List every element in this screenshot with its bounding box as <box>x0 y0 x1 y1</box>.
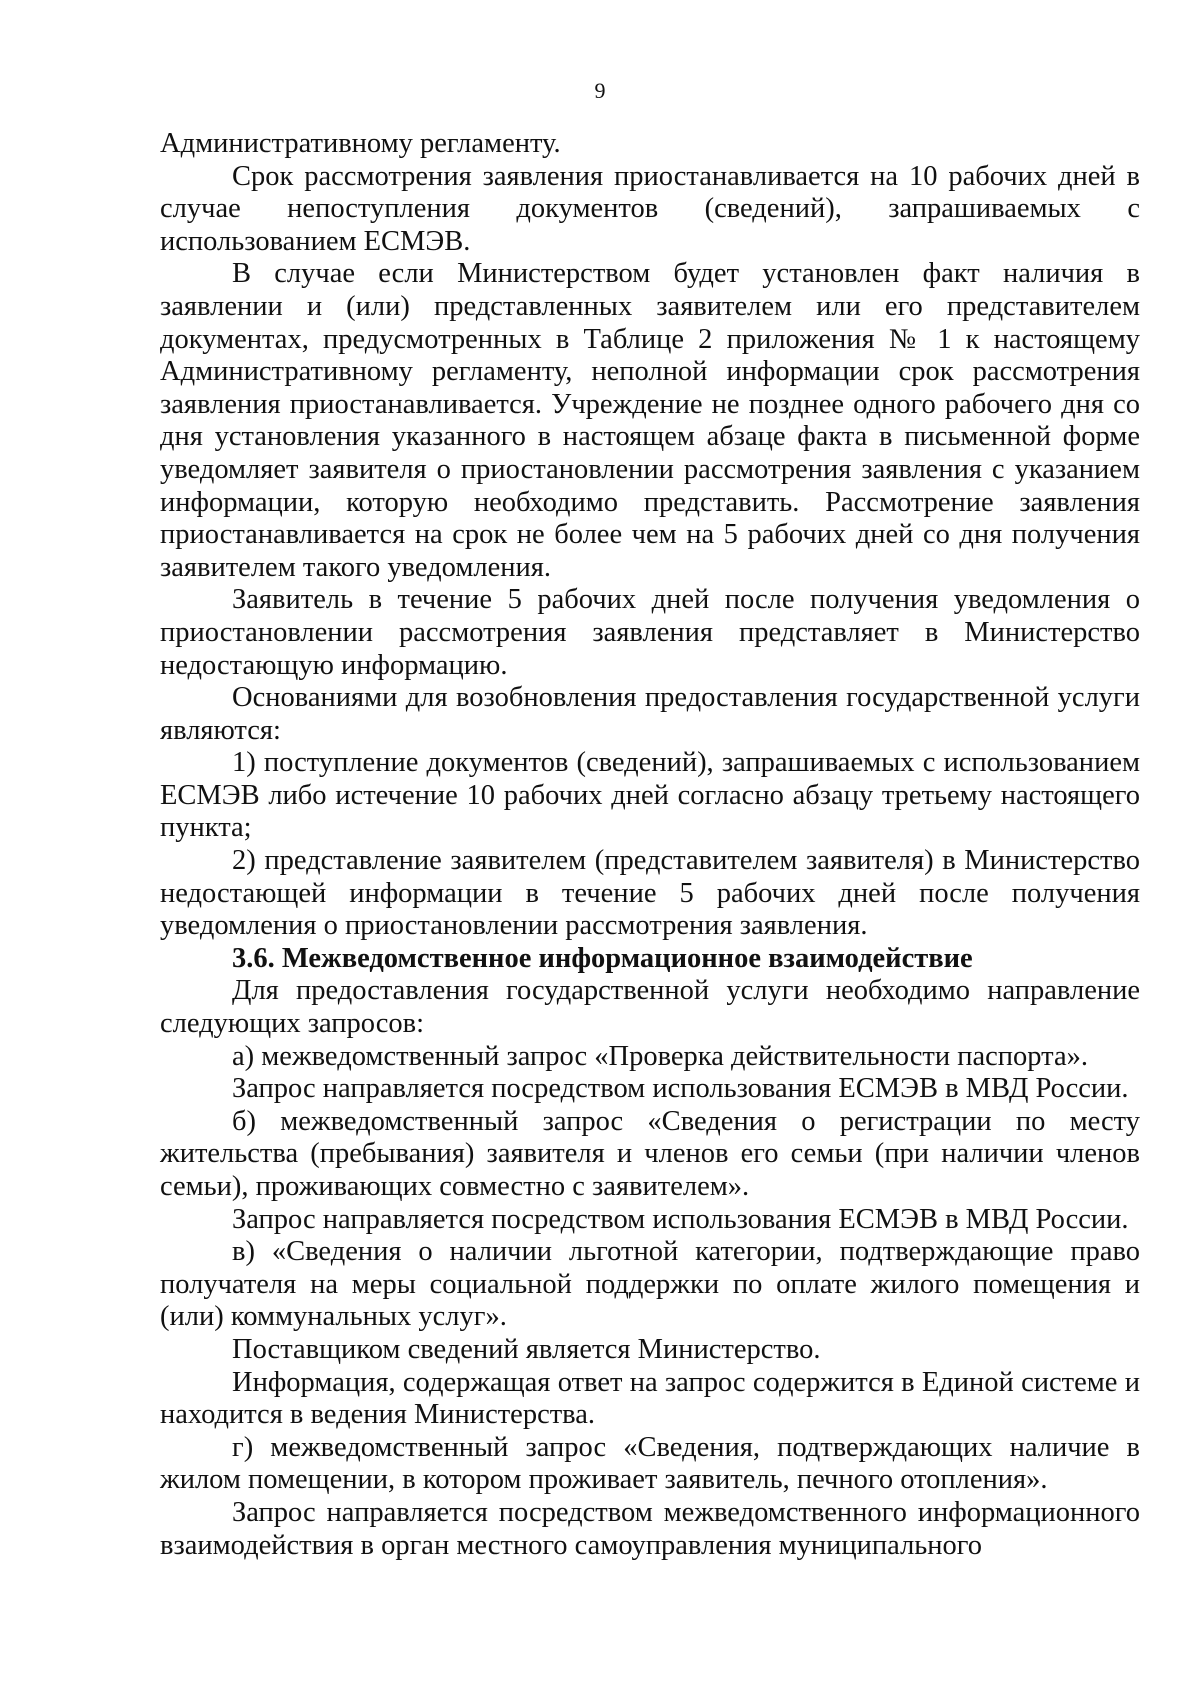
paragraph-incomplete-info: В случае если Министерством будет установлен факт наличия в заявлении и (или) представленных заявителем или его представителем документах, предусмотренных в Таблице 2 приложения № 1 к настоящему Административному регламенту, неполной информации срок рассмотрения заявления приостанавливается. Учреждение не позднее одного рабочего дня со дня установления указанного в настоящем абзаце факта в письменной форме уведомляет заявителя о приостановлении рассмотрения заявления с указанием информации, которую необходимо представить. Рассмотрение заявления приостанавливается на срок не более чем на 5 рабочих дней со дня получения заявителем такого уведомления. <box>160 258 1140 583</box>
list-item-request-g: г) межведомственный запрос «Сведения, подтверждающих наличие в жилом помещении, в котором проживает заявитель, печного отопления». <box>160 1431 1140 1496</box>
document-body <box>160 128 1140 1562</box>
list-item-resumption-1: 1) поступление документов (сведений), запрашиваемых с использованием ЕСМЭВ либо истечение 10 рабочих дней согласно абзацу третьему настоящего пункта; <box>160 747 1140 844</box>
paragraph-request-v-info: Информация, содержащая ответ на запрос содержится в Единой системе и находится в ведения Министерства. <box>160 1366 1140 1431</box>
paragraph-applicant-submits: Заявитель в течение 5 рабочих дней после получения уведомления о приостановлении рассмотрения заявления представляет в Министерство недостающую информацию. <box>160 584 1140 681</box>
paragraph-resumption-grounds: Основаниями для возобновления предоставления государственной услуги являются: <box>160 682 1140 746</box>
paragraph-request-a-route: Запрос направляется посредством использования ЕСМЭВ в МВД России. <box>232 1073 1129 1105</box>
list-item-request-b: б) межведомственный запрос «Сведения о регистрации по месту жительства (пребывания) заявителя и членов его семьи (при наличии членов семьи), проживающих совместно с заявителем». <box>160 1105 1140 1202</box>
page-number: 9 <box>594 78 606 103</box>
paragraph-regulation-end: Административному регламенту. <box>160 128 561 159</box>
list-item-request-v: в) «Сведения о наличии льготной категории, подтверждающие право получателя на меры социальной поддержки по оплате жилого помещения и (или) коммунальных услуг». <box>160 1236 1140 1333</box>
paragraph-request-v-provider: Поставщиком сведений является Министерство. <box>232 1333 821 1365</box>
paragraph-requests-intro: Для предоставления государственной услуги необходимо направление следующих запросов: <box>160 975 1140 1040</box>
list-item-request-a: а) межведомственный запрос «Проверка действительности паспорта». <box>232 1040 1088 1072</box>
paragraph-request-b-route: Запрос направляется посредством использования ЕСМЭВ в МВД России. <box>232 1203 1129 1235</box>
list-item-resumption-2: 2) представление заявителем (представителем заявителя) в Министерство недостающей информации в течение 5 рабочих дней после получения уведомления о приостановлении рассмотрения заявления. <box>160 845 1140 942</box>
section-heading-3-6: 3.6. Межведомственное информационное взаимодействие <box>232 942 973 974</box>
paragraph-request-g-route: Запрос направляется посредством межведомственного информационного взаимодействия в орган местного самоуправления муниципального <box>160 1496 1140 1561</box>
paragraph-suspension-term: Срок рассмотрения заявления приостанавливается на 10 рабочих дней в случае непоступления документов (сведений), запрашиваемых с использованием ЕСМЭВ. <box>160 160 1140 257</box>
